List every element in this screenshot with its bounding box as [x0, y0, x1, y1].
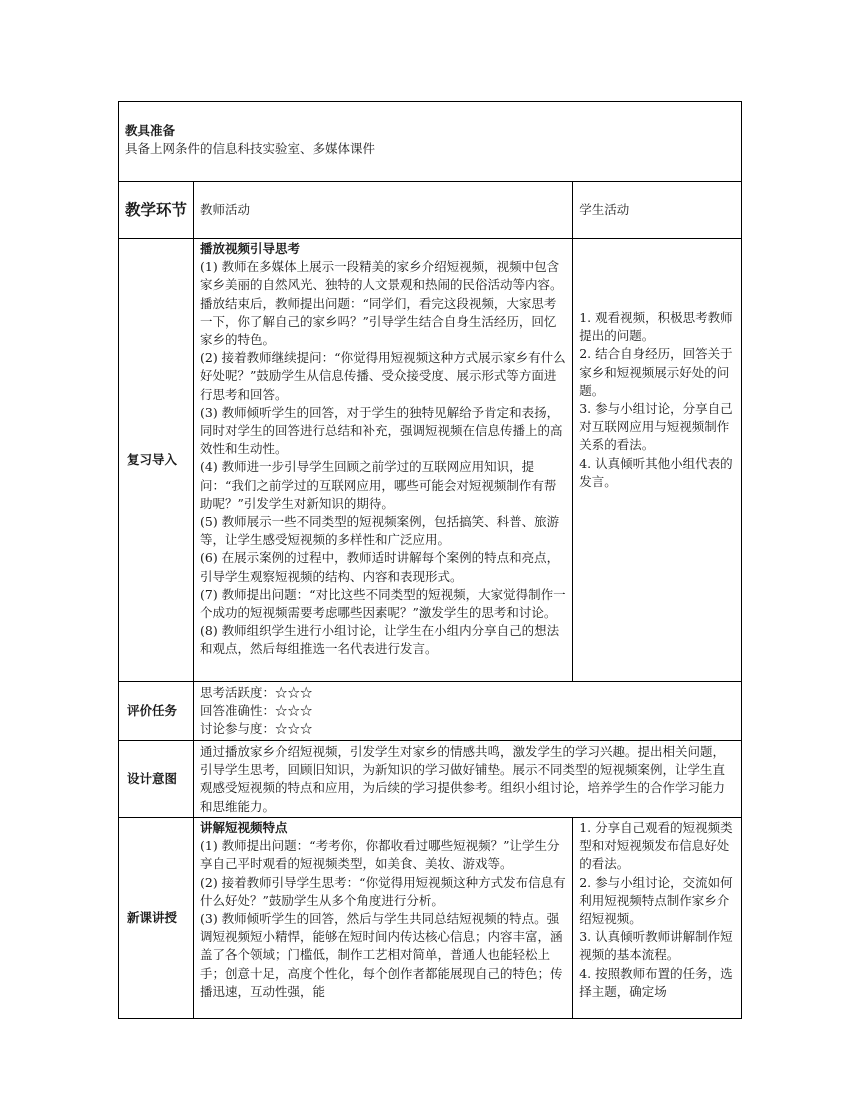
newlesson-teacher-title: 讲解短视频特点 — [200, 820, 288, 835]
prep-title: 教具准备 — [125, 123, 176, 138]
header-row — [119, 182, 742, 239]
review-teacher-item: (8) 教师组织学生进行小组讨论，让学生在小组内分享自己的想法和观点，然后每组推选一名代表进行发言。 — [200, 623, 560, 657]
review-row — [119, 239, 742, 682]
review-teacher-item: (2) 接着教师继续提问：“你觉得用短视频这种方式展示家乡有什么好处呢？”鼓励学生从信息传播、受众接受度、展示形式等方面进行思考和回答。 — [200, 350, 566, 402]
newlesson-teacher-cell — [194, 818, 573, 1019]
review-student-item: 4. 认真倾听其他小组代表的发言。 — [579, 455, 733, 489]
review-teacher-item: (3) 教师倾听学生的回答，对于学生的独特见解给予肯定和表扬，同时对学生的回答进行总结和补充，强调短视频在信息传播上的高效性和生动性。 — [200, 404, 563, 457]
newlesson-student-item: 1. 分享自己观看的短视频类型和对短视频发布信息好处的看法。 — [579, 820, 733, 872]
newlesson-row — [119, 818, 742, 1019]
review-student-item: 2. 结合自身经历，回答关于家乡和短视频展示好处的问题。 — [579, 346, 733, 398]
review-teacher-item: (4) 教师进一步引导学生回顾之前学过的互联网应用知识，提问：“我们之前学过的互联网应用，哪些可能会对短视频制作有帮助呢？”引发学生对新知识的期待。 — [200, 459, 557, 511]
header-stage: 教学环节 — [119, 182, 194, 239]
newlesson-stage: 新课讲授 — [119, 818, 194, 1019]
newlesson-teacher-item: (3) 教师倾听学生的回答，然后与学生共同总结短视频的特点。强调短视频短小精悍，能够在短时间内传达核心信息；内容丰富，涵盖了各个领域；门槛低，制作工艺相对简单，普通人也能轻松上手；创意十足，高度个性化，每个创作者都能展现自己的特色；传播迅速，互动性强，能 — [200, 911, 563, 999]
review-student-item: 1. 观看视频，积极思考教师提出的问题。 — [579, 309, 733, 344]
design-stage: 设计意图 — [119, 741, 194, 818]
lesson-plan-table — [118, 101, 742, 1019]
evaluation-item: 讨论参与度：☆☆☆ — [200, 721, 313, 737]
review-teacher-item: (7) 教师提出问题：“对比这些不同类型的短视频，大家觉得制作一个成功的短视频需要考虑哪些因素呢？”激发学生的思考和讨论。 — [200, 586, 566, 621]
review-teacher-title: 播放视频引导思考 — [200, 241, 301, 256]
review-teacher-item: (1) 教师在多媒体上展示一段精美的家乡介绍短视频，视频中包含家乡美丽的自然风光、独特的人文景观和热闹的民俗活动等内容。播放结束后，教师提出问题：“同学们，看完这段视频，大家思考一下，你了解自己的家乡吗？”引导学生结合自身生活经历，回忆家乡的特色。 — [200, 259, 563, 348]
evaluation-item: 回答准确性：☆☆☆ — [200, 703, 313, 719]
newlesson-teacher-item: (2) 接着教师引导学生思考：“你觉得用短视频这种方式发布信息有什么好处？”鼓励学生从多个角度进行分析。 — [200, 874, 566, 908]
review-student-cell — [573, 239, 742, 682]
newlesson-student-item: 2. 参与小组讨论，交流如何利用短视频特点制作家乡介绍短视频。 — [579, 874, 733, 927]
review-student-item: 3. 参与小组讨论，分享自己对互联网应用与短视频制作关系的看法。 — [579, 401, 733, 453]
evaluation-stage: 评价任务 — [119, 682, 194, 741]
evaluation-item: 思考活跃度：☆☆☆ — [200, 685, 313, 700]
newlesson-student-item: 3. 认真倾听教师讲解制作短视频的基本流程。 — [579, 929, 733, 963]
review-teacher-cell — [194, 239, 573, 682]
header-student: 学生活动 — [573, 182, 742, 239]
header-teacher: 教师活动 — [194, 182, 573, 239]
review-stage: 复习导入 — [119, 239, 194, 682]
evaluation-row — [119, 682, 742, 741]
review-teacher-item: (6) 在展示案例的过程中，教师适时讲解每个案例的特点和亮点，引导学生观察短视频的结构、内容和表现形式。 — [200, 550, 560, 584]
newlesson-student-item: 4. 按照教师布置的任务，选择主题，确定场 — [579, 965, 733, 999]
prep-row — [119, 102, 742, 182]
newlesson-teacher-item: (1) 教师提出问题：“考考你，你都收看过哪些短视频？”让学生分享自己平时观看的短视频类型，如美食、美妆、游戏等。 — [200, 838, 560, 872]
review-teacher-item: (5) 教师展示一些不同类型的短视频案例，包括搞笑、科普、旅游等，让学生感受短视频的多样性和广泛应用。 — [200, 514, 560, 548]
design-text: 通过播放家乡介绍短视频，引发学生对家乡的情感共鸣，激发学生的学习兴趣。提出相关问题，引导学生思考，回顾旧知识，为新知识的学习做好铺垫。展示不同类型的短视频案例，让学生直观感受短视频的特点和应用，为后续的学习提供参考。组织小组讨论，培养学生的合作学习能力和思维能力。 — [194, 741, 742, 818]
design-row — [119, 741, 742, 818]
newlesson-student-cell — [573, 818, 742, 1019]
evaluation-cell — [194, 682, 742, 741]
prep-text: 具备上网条件的信息科技实验室、多媒体课件 — [125, 141, 376, 157]
